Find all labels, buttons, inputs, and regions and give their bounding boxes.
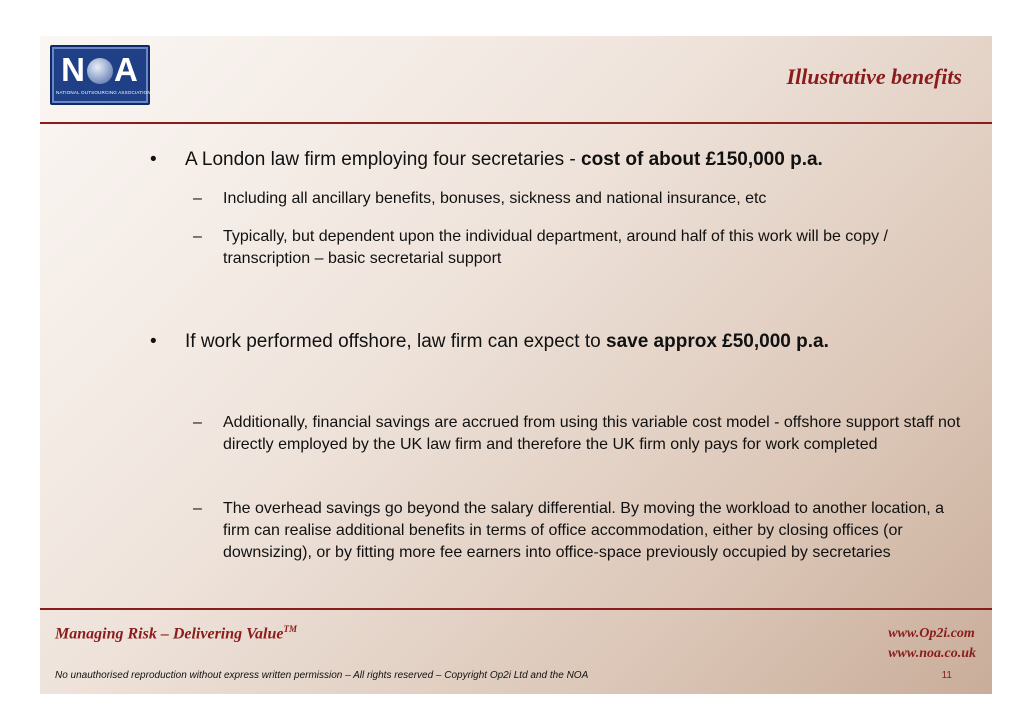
sub-bullet-1-2 bbox=[193, 226, 963, 270]
logo-letter-n: N bbox=[61, 51, 86, 88]
link-noa[interactable]: www.noa.co.uk bbox=[888, 646, 976, 661]
footer-tagline bbox=[55, 624, 297, 643]
slide-title: Illustrative benefits bbox=[786, 64, 962, 89]
bullet-2-bold: save approx £50,000 p.a. bbox=[606, 331, 829, 352]
dash-icon: – bbox=[193, 500, 202, 517]
footer-divider bbox=[40, 608, 992, 610]
bullet-1-bold: cost of about £150,000 p.a. bbox=[581, 149, 823, 170]
bullet-2-text: If work performed offshore, law firm can expect to bbox=[185, 331, 606, 352]
logo-letter-a: A bbox=[114, 51, 139, 88]
footer-links bbox=[888, 624, 976, 664]
sub-bullet-2-2-text: The overhead savings go beyond the salary differential. By moving the workload to another location, a firm can realise additional benefits in terms of office accommodation, either by closing offices (or downsizing), or by fitting more fee earners into office-space previously occupied by secretaries bbox=[223, 500, 945, 561]
sub-bullet-2-1 bbox=[193, 412, 963, 456]
bullet-icon: • bbox=[150, 331, 157, 352]
dash-icon: – bbox=[193, 190, 202, 207]
bullet-icon: • bbox=[150, 149, 157, 170]
bullet-1 bbox=[150, 148, 975, 171]
logo-letters bbox=[58, 51, 142, 89]
copyright-notice: No unauthorised reproduction without express written permission – All rights reserved – Copyright Op2i Ltd and the NOA bbox=[55, 670, 589, 681]
link-op2i[interactable]: www.Op2i.com bbox=[888, 626, 975, 641]
bullet-1-text: A London law firm employing four secretaries - bbox=[185, 149, 582, 170]
page-number: 11 bbox=[941, 670, 952, 681]
globe-icon bbox=[87, 58, 113, 84]
sub-bullet-1-2-text: Typically, but dependent upon the individual department, around half of this work will be copy / transcription – basic secretarial support bbox=[223, 228, 888, 267]
noa-logo bbox=[50, 45, 150, 105]
dash-icon: – bbox=[193, 414, 202, 431]
header-divider bbox=[40, 122, 992, 124]
slide bbox=[40, 36, 992, 694]
bullet-2 bbox=[150, 330, 975, 353]
logo-subtitle: NATIONAL OUTSOURCING ASSOCIATION bbox=[56, 90, 151, 95]
sub-bullet-2-2 bbox=[193, 498, 963, 564]
sub-bullet-2-1-text: Additionally, financial savings are accrued from using this variable cost model - offshore support staff not directly employed by the UK law firm and therefore the UK firm only pays for work completed bbox=[223, 414, 961, 453]
tagline-text: Managing Risk – Delivering Value bbox=[55, 625, 284, 643]
trademark-mark: TM bbox=[283, 624, 297, 634]
sub-bullet-1-1-text: Including all ancillary benefits, bonuses, sickness and national insurance, etc bbox=[223, 190, 767, 207]
dash-icon: – bbox=[193, 228, 202, 245]
sub-bullet-1-1 bbox=[193, 188, 963, 210]
